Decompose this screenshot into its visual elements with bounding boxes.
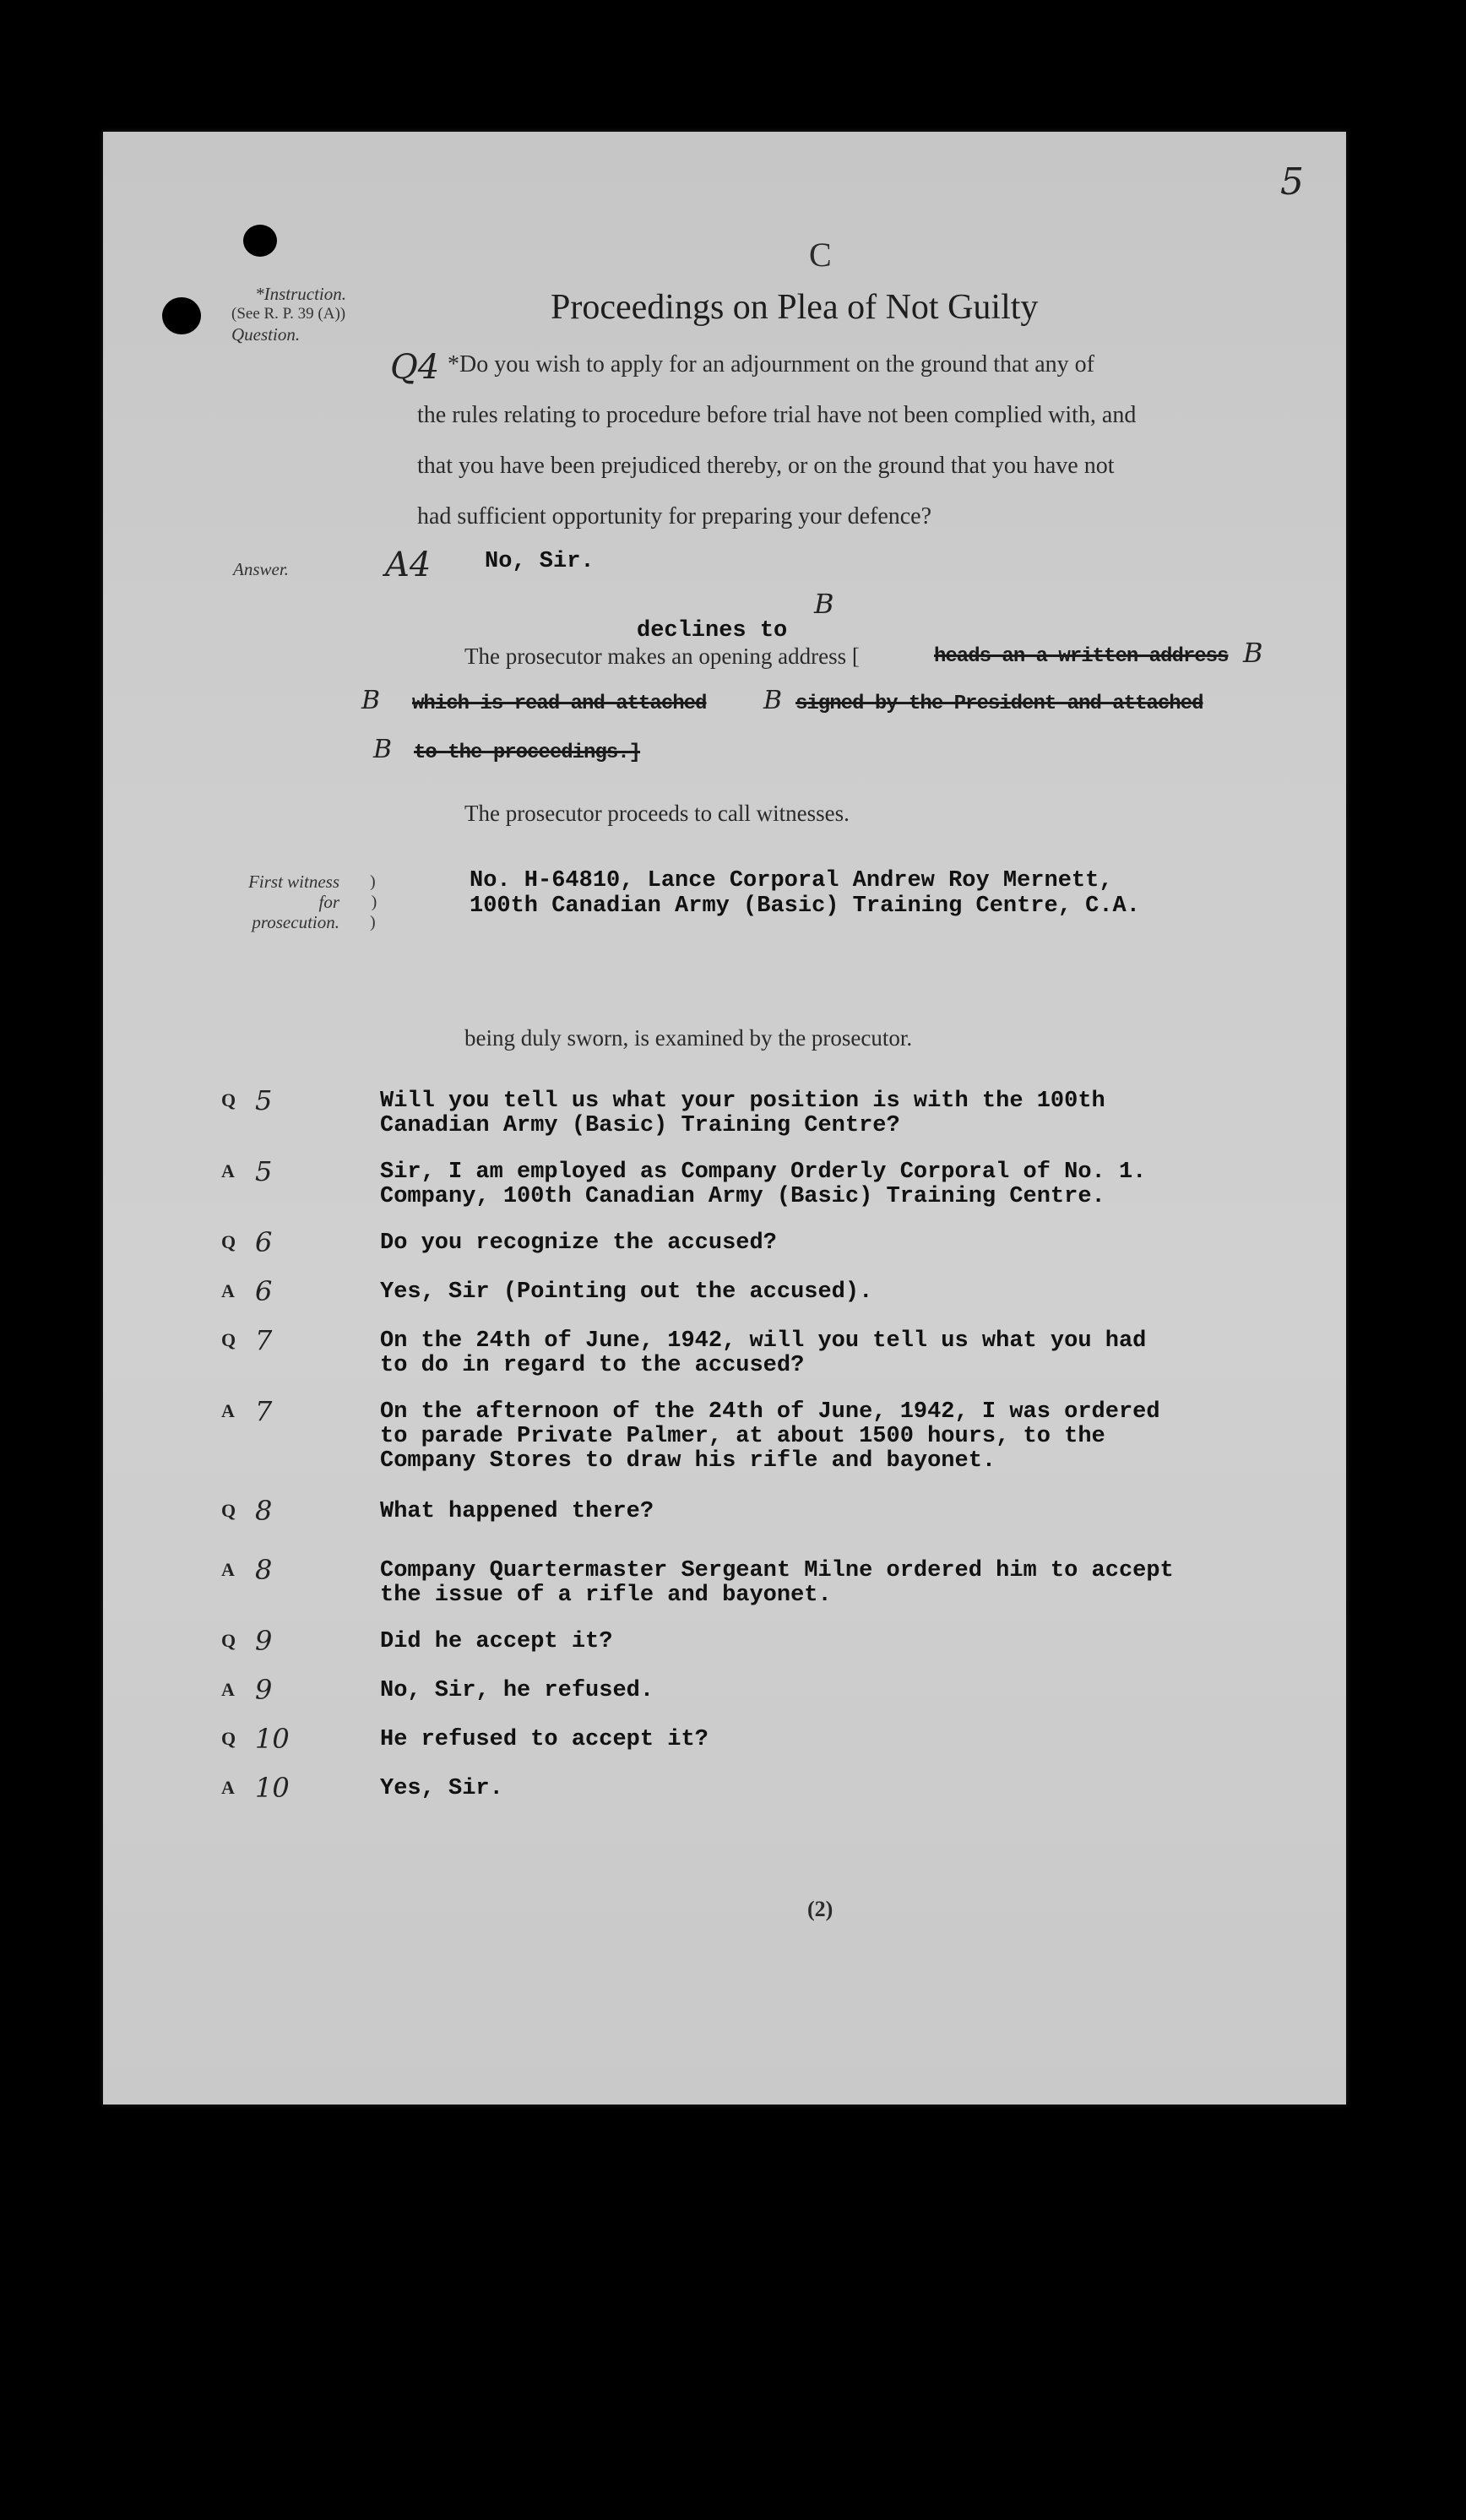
opening-insert: declines to: [637, 618, 788, 644]
qa-text: Sir, I am employed as Company Orderly Corporal of No. 1. Company, 100th Canadian Army (Basic) Training Centre.: [380, 1160, 1147, 1209]
qa-text: Will you tell us what your position is with the 100th Canadian Army (Basic) Training Centre?: [380, 1089, 1105, 1138]
qa-text: Did he accept it?: [380, 1629, 613, 1654]
struck-text: which is read and attached: [412, 692, 707, 715]
instruction-line: Question.: [231, 324, 301, 345]
initial-mark: B: [763, 686, 783, 715]
instruction-ref: [231, 304, 345, 324]
answer-margin-label: Answer.: [233, 559, 289, 579]
qa-label: Q: [221, 1329, 236, 1350]
qa-text: Do you recognize the accused?: [380, 1230, 777, 1256]
qa-hand-number: 7: [255, 1395, 273, 1427]
answer-hand-label: A4: [385, 546, 432, 584]
instruction-line: (See R. P. 39 (A)): [231, 305, 346, 323]
qa-hand-number: 6: [255, 1226, 273, 1258]
qa-label: A: [221, 1160, 235, 1181]
instruction-question: [231, 324, 300, 345]
question-line: that you have been prejudiced thereby, or on the ground that you have not: [417, 453, 1115, 479]
question-line: had sufficient opportunity for preparing your defence?: [417, 503, 932, 530]
sworn-line: being duly sworn, is examined by the prosecutor.: [464, 1025, 913, 1051]
answer-text: No, Sir.: [485, 549, 595, 574]
qa-label: A: [221, 1559, 235, 1580]
page-title: Proceedings on Plea of Not Guilty: [551, 288, 1039, 327]
initial-mark: B: [1243, 637, 1263, 669]
qa-label: A: [221, 1280, 235, 1301]
question-line: the rules relating to procedure before trial have not been complied with, and: [417, 402, 1137, 428]
qa-label: Q: [221, 1728, 236, 1749]
qa-text: On the afternoon of the 24th of June, 1942, I was ordered to parade Private Palmer, at about 1500 hours, to the Company Stores to draw his rifle and bayonet.: [380, 1399, 1160, 1474]
qa-label: A: [221, 1777, 235, 1798]
witness-margin-line: prosecution.: [252, 912, 339, 932]
struck-text: heads an a written address: [934, 645, 1229, 668]
qa-text: What happened there?: [380, 1499, 654, 1524]
qa-text: Yes, Sir.: [380, 1776, 503, 1801]
qa-text: No, Sir, he refused.: [380, 1678, 654, 1703]
qa-text: He refused to accept it?: [380, 1727, 709, 1752]
qa-hand-number: 8: [255, 1495, 273, 1527]
qa-hand-number: 8: [255, 1554, 273, 1586]
call-witnesses: The prosecutor proceeds to call witnesses.: [464, 801, 850, 826]
initial-mark: B: [361, 686, 381, 715]
qa-hand-number: 10: [255, 1772, 290, 1804]
punch-hole: [162, 297, 201, 334]
qa-hand-number: 5: [255, 1084, 273, 1116]
qa-label: Q: [221, 1231, 236, 1252]
qa-label: Q: [221, 1089, 236, 1111]
qa-hand-number: 5: [255, 1155, 273, 1187]
witness-margin: [230, 872, 339, 932]
footer-page-number: (2): [807, 1897, 833, 1921]
struck-text: to the proceedings.]: [414, 741, 641, 764]
qa-label: Q: [221, 1630, 236, 1651]
witness-margin-line: for: [318, 892, 339, 912]
qa-text: Company Quartermaster Sergeant Milne ordered him to accept the issue of a rifle and bayonet.: [380, 1558, 1174, 1608]
question-text: [417, 353, 1346, 529]
instruction-note: [245, 284, 346, 304]
initial-mark: B: [814, 588, 834, 620]
struck-text: signed by the President and attached: [795, 692, 1203, 715]
initial-mark: B: [373, 735, 393, 764]
opening-line: The prosecutor makes an opening address [: [464, 644, 860, 669]
qa-label: Q: [221, 1500, 236, 1521]
corner-page-number: 5: [1280, 160, 1304, 204]
section-letter: C: [809, 236, 832, 274]
qa-hand-number: 9: [255, 1625, 273, 1657]
qa-hand-number: 10: [255, 1723, 290, 1755]
qa-text: On the 24th of June, 1942, will you tell us what you had to do in regard to the accused?: [380, 1328, 1147, 1378]
question-hand-label: Q4: [390, 348, 440, 387]
qa-label: A: [221, 1400, 235, 1421]
document-page: [103, 132, 1346, 2105]
qa-hand-number: 6: [255, 1275, 273, 1307]
qa-text: Yes, Sir (Pointing out the accused).: [380, 1279, 873, 1305]
witness-line: 100th Canadian Army (Basic) Training Centre, C.A.: [470, 893, 1140, 919]
qa-hand-number: 7: [255, 1324, 273, 1356]
qa-hand-number: 9: [255, 1674, 273, 1706]
punch-hole: [243, 225, 277, 257]
question-line: *Do you wish to apply for an adjournment on the ground that any of: [448, 351, 1094, 377]
witness-line: No. H-64810, Lance Corporal Andrew Roy Mernett,: [470, 868, 1113, 893]
qa-label: A: [221, 1679, 235, 1700]
instruction-line: *Instruction.: [255, 284, 346, 304]
witness-brace: ) ) ): [370, 872, 377, 931]
witness-margin-line: First witness: [248, 872, 339, 892]
witness-name: [470, 868, 1140, 919]
